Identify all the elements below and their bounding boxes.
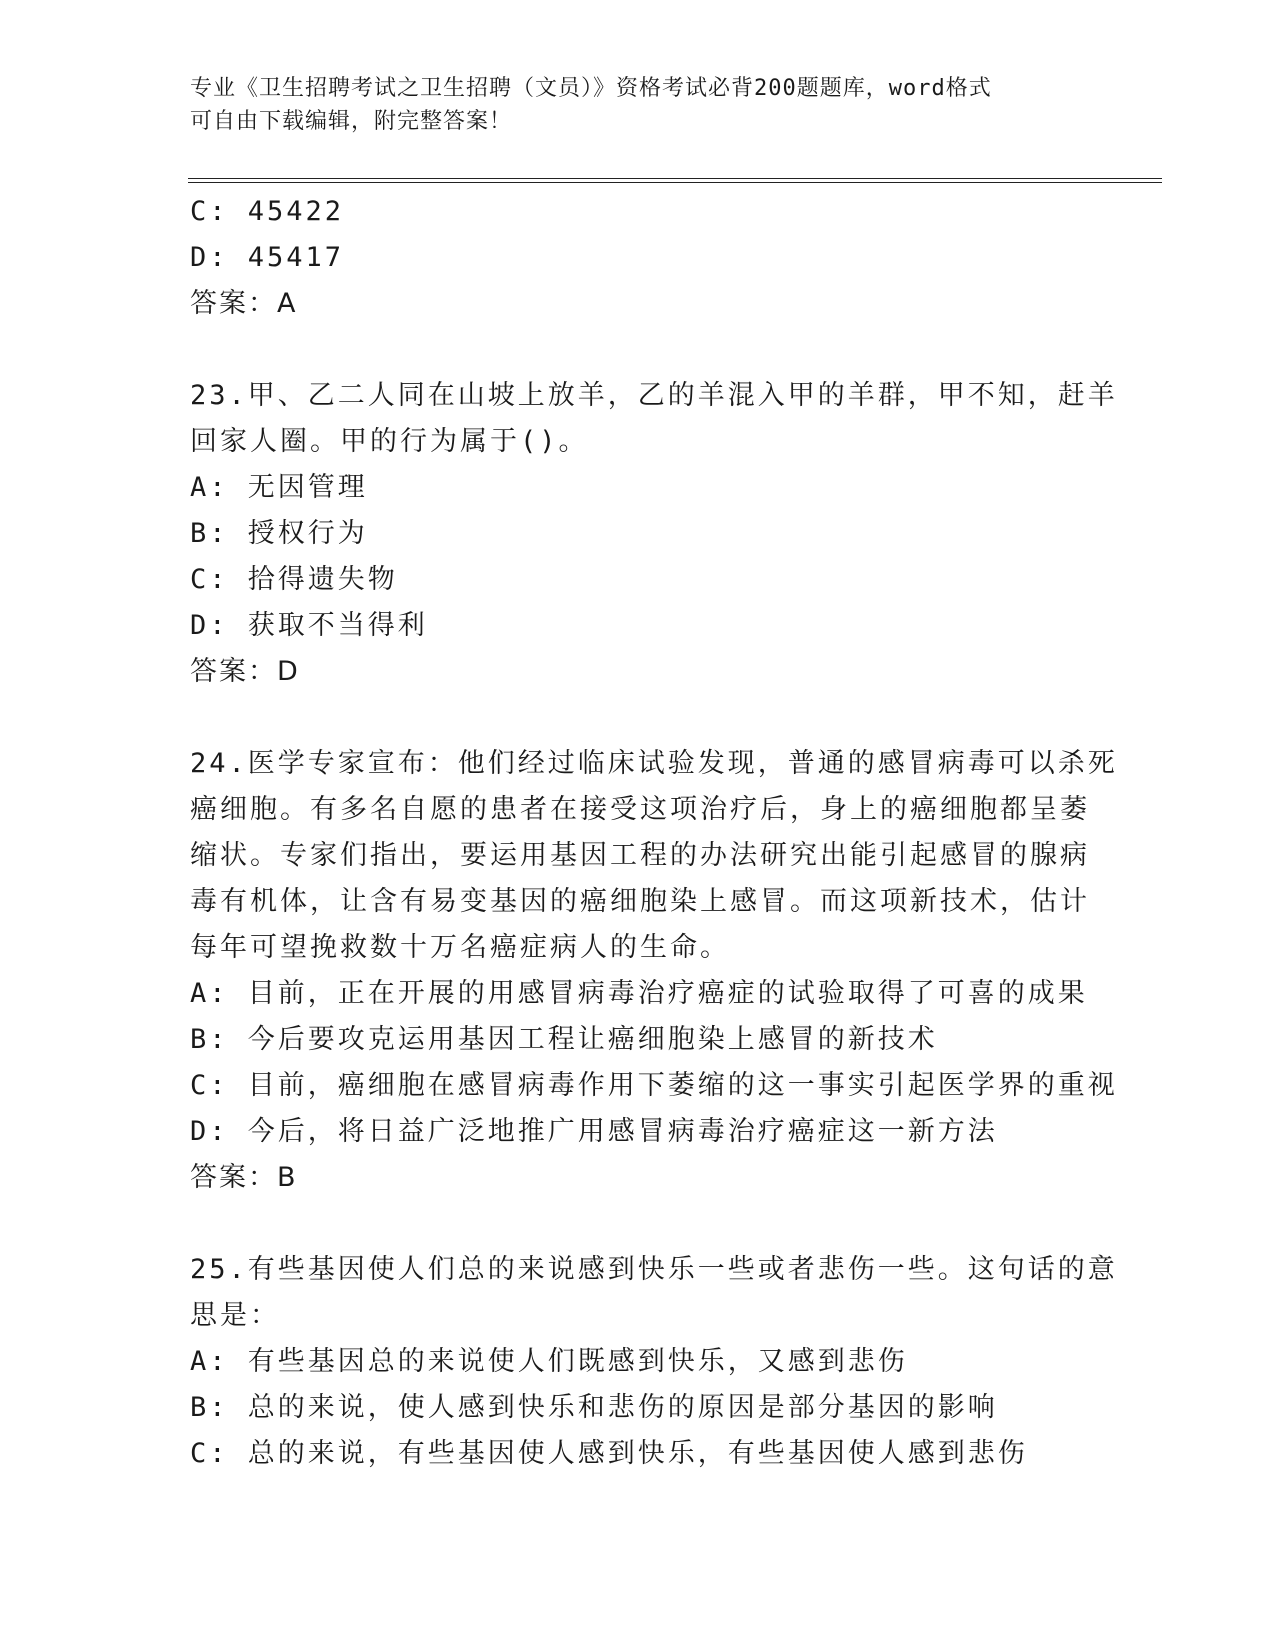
- option-a: A: 有些基因总的来说使人们既感到快乐，又感到悲伤: [190, 1346, 908, 1377]
- option-c: C: 目前，癌细胞在感冒病毒作用下萎缩的这一事实引起医学界的重视: [190, 1070, 1118, 1101]
- option-c: C: 45422: [190, 196, 345, 227]
- question-stem-line: 23.甲、乙二人同在山坡上放羊，乙的羊混入甲的羊群，甲不知，赶羊: [190, 380, 1118, 411]
- question-stem-line: 24.医学专家宣布：他们经过临床试验发现，普通的感冒病毒可以杀死: [190, 748, 1118, 779]
- document-header: [190, 72, 1090, 138]
- option-c: C: 拾得遗失物: [190, 564, 398, 595]
- option-c: C: 总的来说，有些基因使人感到快乐，有些基因使人感到悲伤: [190, 1438, 1028, 1469]
- header-divider: [188, 178, 1162, 183]
- question-gap: [190, 695, 1090, 741]
- document-body: [190, 189, 1118, 1477]
- question-gap: [190, 327, 1090, 373]
- question-stem-line: 缩状。专家们指出，要运用基因工程的办法研究出能引起感冒的腺病: [190, 840, 1090, 871]
- header-line-1: 专业《卫生招聘考试之卫生招聘（文员）》资格考试必背200题题库，word格式: [190, 76, 992, 101]
- option-b: B: 授权行为: [190, 518, 368, 549]
- question-stem-line: 25.有些基因使人们总的来说感到快乐一些或者悲伤一些。这句话的意: [190, 1254, 1118, 1285]
- answer-line: 答案：B: [190, 1162, 298, 1193]
- question-stem-line: 每年可望挽救数十万名癌症病人的生命。: [190, 932, 730, 963]
- option-d: D: 45417: [190, 242, 345, 273]
- question-stem-line: 癌细胞。有多名自愿的患者在接受这项治疗后，身上的癌细胞都呈萎: [190, 794, 1090, 825]
- question-gap: [190, 1201, 1090, 1247]
- option-a: A: 目前，正在开展的用感冒病毒治疗癌症的试验取得了可喜的成果: [190, 978, 1088, 1009]
- header-line-2: 可自由下载编辑，附完整答案！: [190, 109, 513, 134]
- option-b: B: 今后要攻克运用基因工程让癌细胞染上感冒的新技术: [190, 1024, 938, 1055]
- option-b: B: 总的来说，使人感到快乐和悲伤的原因是部分基因的影响: [190, 1392, 998, 1423]
- question-25: [190, 1247, 1118, 1477]
- question-23: [190, 373, 1118, 695]
- question-24: [190, 741, 1118, 1201]
- question-stem-line: 思是：: [190, 1300, 280, 1331]
- option-a: A: 无因管理: [190, 472, 368, 503]
- option-d: D: 今后，将日益广泛地推广用感冒病毒治疗癌症这一新方法: [190, 1116, 998, 1147]
- question-stem-line: 毒有机体，让含有易变基因的癌细胞染上感冒。而这项新技术，估计: [190, 886, 1090, 917]
- question-22-tail: [190, 189, 1090, 327]
- answer-line: 答案：A: [190, 288, 298, 319]
- question-stem-line: 回家人圈。甲的行为属于()。: [190, 426, 589, 457]
- option-d: D: 获取不当得利: [190, 610, 428, 641]
- answer-line: 答案：D: [190, 656, 300, 687]
